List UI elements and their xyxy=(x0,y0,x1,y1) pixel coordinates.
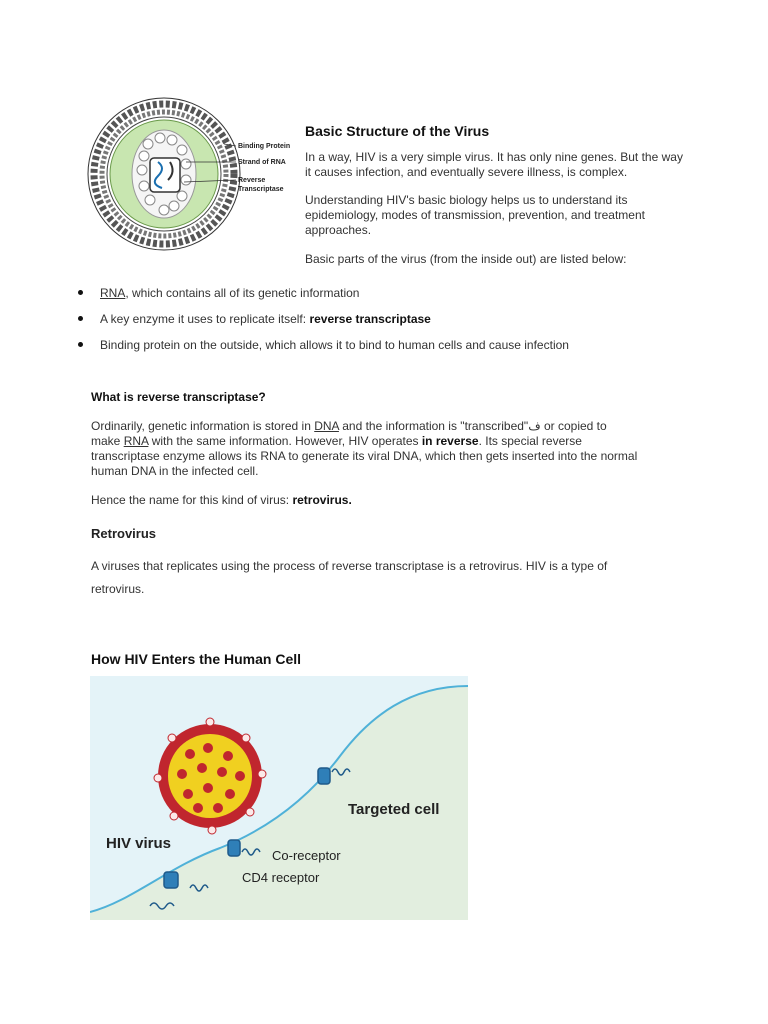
text-span: with the same information. However, HIV operates xyxy=(148,434,422,448)
label-binding-protein: Binding Protein xyxy=(238,143,291,150)
paragraph-biology: Understanding HIV's basic biology helps us to understand its epidemiology, modes of transmission, prevention, and treatment approaches. xyxy=(305,193,645,237)
text-span: make xyxy=(91,434,124,448)
bullet-dot xyxy=(78,316,83,321)
label-co-receptor: Co-receptor xyxy=(272,848,341,863)
list-item-text: , which contains all of its genetic information xyxy=(125,286,360,300)
text-line: human DNA in the infected cell. xyxy=(91,464,259,478)
text-line: transcriptase enzyme allows its RNA to generate its viral DNA, which then gets inserted into the normal xyxy=(91,449,638,463)
section-title-retrovirus: Retrovirus xyxy=(91,526,157,541)
text-span: and the information is "transcribed" xyxy=(338,419,529,433)
rna-link[interactable]: RNA xyxy=(100,286,126,300)
paragraph-intro: In a way, HIV is a very simple virus. It has only nine genes. But the way it causes infection, and eventually severe illness, is complex. xyxy=(305,150,683,179)
text-span: Hence the name for this kind of virus: xyxy=(91,493,293,507)
paragraph-reverse-transcriptase xyxy=(91,419,691,479)
list-item-rna xyxy=(100,286,359,300)
label-reverse: Reverse xyxy=(238,177,266,184)
section-title-how-hiv-enters: How HIV Enters the Human Cell xyxy=(91,651,302,667)
text-span: or copied to xyxy=(540,419,607,433)
label-hiv-virus: HIV virus xyxy=(106,835,172,852)
paragraph-retrovirus-name xyxy=(91,493,352,508)
hiv-entry-diagram xyxy=(90,676,468,920)
section-title-basic-structure: Basic Structure of the Virus xyxy=(305,123,490,139)
list-item-binding-protein xyxy=(100,338,569,352)
list-item-text: A key enzyme it uses to replicate itself: xyxy=(100,312,310,326)
virus-structure-diagram xyxy=(86,92,298,254)
text-bold: in reverse xyxy=(421,434,479,448)
label-strand-of-rna: Strand of RNA xyxy=(238,159,286,166)
text-span: . Its special reverse xyxy=(478,434,582,448)
paragraph-retrovirus xyxy=(91,555,691,601)
list-item-enzyme xyxy=(100,312,431,326)
rna-link[interactable]: RNA xyxy=(123,434,149,448)
label-targeted-cell: Targeted cell xyxy=(348,801,440,818)
label-cd4-receptor: CD4 receptor xyxy=(242,870,320,885)
section-title-reverse-transcriptase: What is reverse transcriptase? xyxy=(91,390,266,404)
dna-link[interactable]: DNA xyxy=(314,419,339,433)
label-transcriptase: Transcriptase xyxy=(238,186,284,193)
text-bold: retrovirus. xyxy=(292,493,352,507)
list-item-text: Binding protein on the outside, which allows it to bind to human cells and cause infection xyxy=(100,338,569,352)
bullet-dot xyxy=(78,290,83,295)
virus-capsid xyxy=(132,130,196,218)
paragraph-basic-parts: Basic parts of the virus (from the inside out) are listed below: xyxy=(305,252,627,266)
text-span: Ordinarily, genetic information is stored in xyxy=(91,419,315,433)
text-line: retrovirus. xyxy=(91,582,145,596)
text-line: A viruses that replicates using the process of reverse transcriptase is a retrovirus. HIV is a type of xyxy=(91,559,608,573)
list-item-bold: reverse transcriptase xyxy=(309,312,431,326)
text-mark: ف xyxy=(528,419,541,433)
bullet-dot xyxy=(78,342,83,347)
